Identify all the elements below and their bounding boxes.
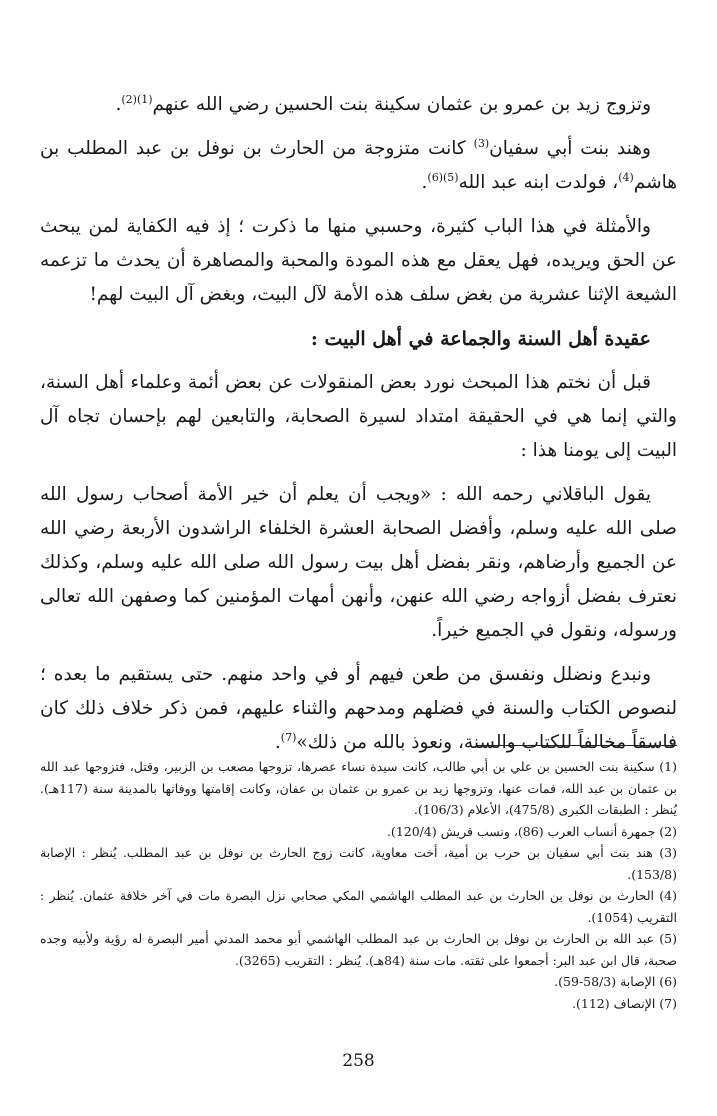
footnote-ref: (3)	[473, 136, 490, 150]
footnote-4: (4) الحارث بن نوفل بن الحارث بن عبد المطلب الهاشمي المكي صحابي نزل البصرة مات في آخر خلافة عثمان. يُنظر : التقريب (1054).	[40, 888, 677, 925]
footnote-7: (7) الإنصاف (112).	[572, 995, 677, 1011]
paragraph-5: يقول الباقلاني رحمه الله : «ويجب أن يعلم أن خير الأمة أصحاب رسول الله صلى الله عليه وسلم، وأفضل الصحابة العشرة الخلفاء الراشدون الأربعة رضي الله عن الجميع وأرضاهم، ونقر بفضل أهل بيت رسول الله صلى الله عليه وسلم، وكذلك نعترف بفضل أزواجه رضي الله عنهن، وأنهن أمهات المؤمنين كما وصفهن الله تعالى ورسوله، ونقول في الجميع خيراً.	[40, 484, 677, 641]
paragraph-6: ونبدع ونضلل ونفسق من طعن فيهم أو في واحد منهم. حتى يستقيم ما بعده ؛ لنصوص الكتاب والسنة في فضلهم ومدحهم والثناء عليهم، فمن ذكر خلاف ذلك كان فاسقاً مخالفاً للكتاب والسنة، ونعوذ بالله من ذلك»$^{(7)}$.	[40, 664, 677, 753]
footnote-3: (3) هند بنت أبي سفيان بن حرب بن أمية، أخت معاوية، كانت زوج الحارث بن نوفل بن عبد المطلب. يُنظر : الإصابة (153/8).	[40, 845, 677, 882]
footnote-separator	[477, 745, 677, 746]
footnote-ref: (1)(2)	[121, 92, 153, 106]
main-text	[40, 88, 677, 770]
section-heading: عقيدة أهل السنة والجماعة في أهل البيت :	[310, 328, 651, 350]
footnote-2: (2) جمهرة أنساب العرب (86)، ونسب قريش (120/4).	[386, 823, 677, 839]
paragraph-3: والأمثلة في هذا الباب كثيرة، وحسبي منها ما ذكرت ؛ إذ فيه الكفاية لمن يبحث عن الحق ويريده، فهل يعقل مع هذه المودة والمحبة والمصاهرة أن يحدث ما تزعمه الشيعة الإثنا عشرية من بغض سلف هذه الأمة لآل البيت، وبغض آل البيت لهم!	[40, 216, 677, 305]
paragraph-2: وهند بنت أبي سفيان$^{(3)}$ كانت متزوجة من الحارث بن نوفل بن عبد المطلب بن هاشم$^{(4)}$، فولدت ابنه عبد الله$^{(5)(6)}$.	[40, 136, 677, 193]
page-number: 258	[342, 1051, 375, 1071]
paragraph-1: وتزوج زيد بن عمرو بن عثمان سكينة بنت الحسين رضي الله عنهم$^{(1)(2)}$.	[115, 92, 651, 115]
paragraph-4: قبل أن نختم هذا المبحث نورد بعض المنقولات عن بعض أئمة وعلماء أهل السنة، والتي إنما هي في الحقيقة امتداد لسيرة الصحابة، والتابعين لهم بإحسان تجاه آل البيت إلى يومنا هذا :	[40, 372, 677, 461]
footnote-5: (5) عبد الله بن الحارث بن نوفل بن الحارث بن عبد المطلب الهاشمي أبو محمد المدني أمير البصرة له رؤية ولأبيه وجده صحبة، قال ابن عبد البر: أجمعوا على ثقته. مات سنة (84هـ). يُنظر : التقريب (3265).	[40, 931, 677, 968]
footnote-6: (6) الإصابة (58/3-59).	[554, 974, 677, 989]
footnote-1: (1) سكينة بنت الحسين بن علي بن أبي طالب، كانت سيدة نساء عصرها، تزوجها مصعب بن الزبير، وقتل، فتزوجها عبد الله بن عثمان بن عبد الله، فمات عنها، وتزوجها زيد بن عمرو بن عثمان بن عفان، وكانت إقامتها ووفاتها بالمدينة سنة (117هـ). يُنظر : الطبقات الكبرى (475/8)، الأعلام (106/3).	[40, 759, 677, 817]
footnote-ref: (7)	[280, 730, 297, 744]
footnote-ref: (4)	[618, 170, 634, 184]
footnote-ref: (5)(6)	[427, 170, 459, 184]
footnotes	[40, 756, 677, 1014]
